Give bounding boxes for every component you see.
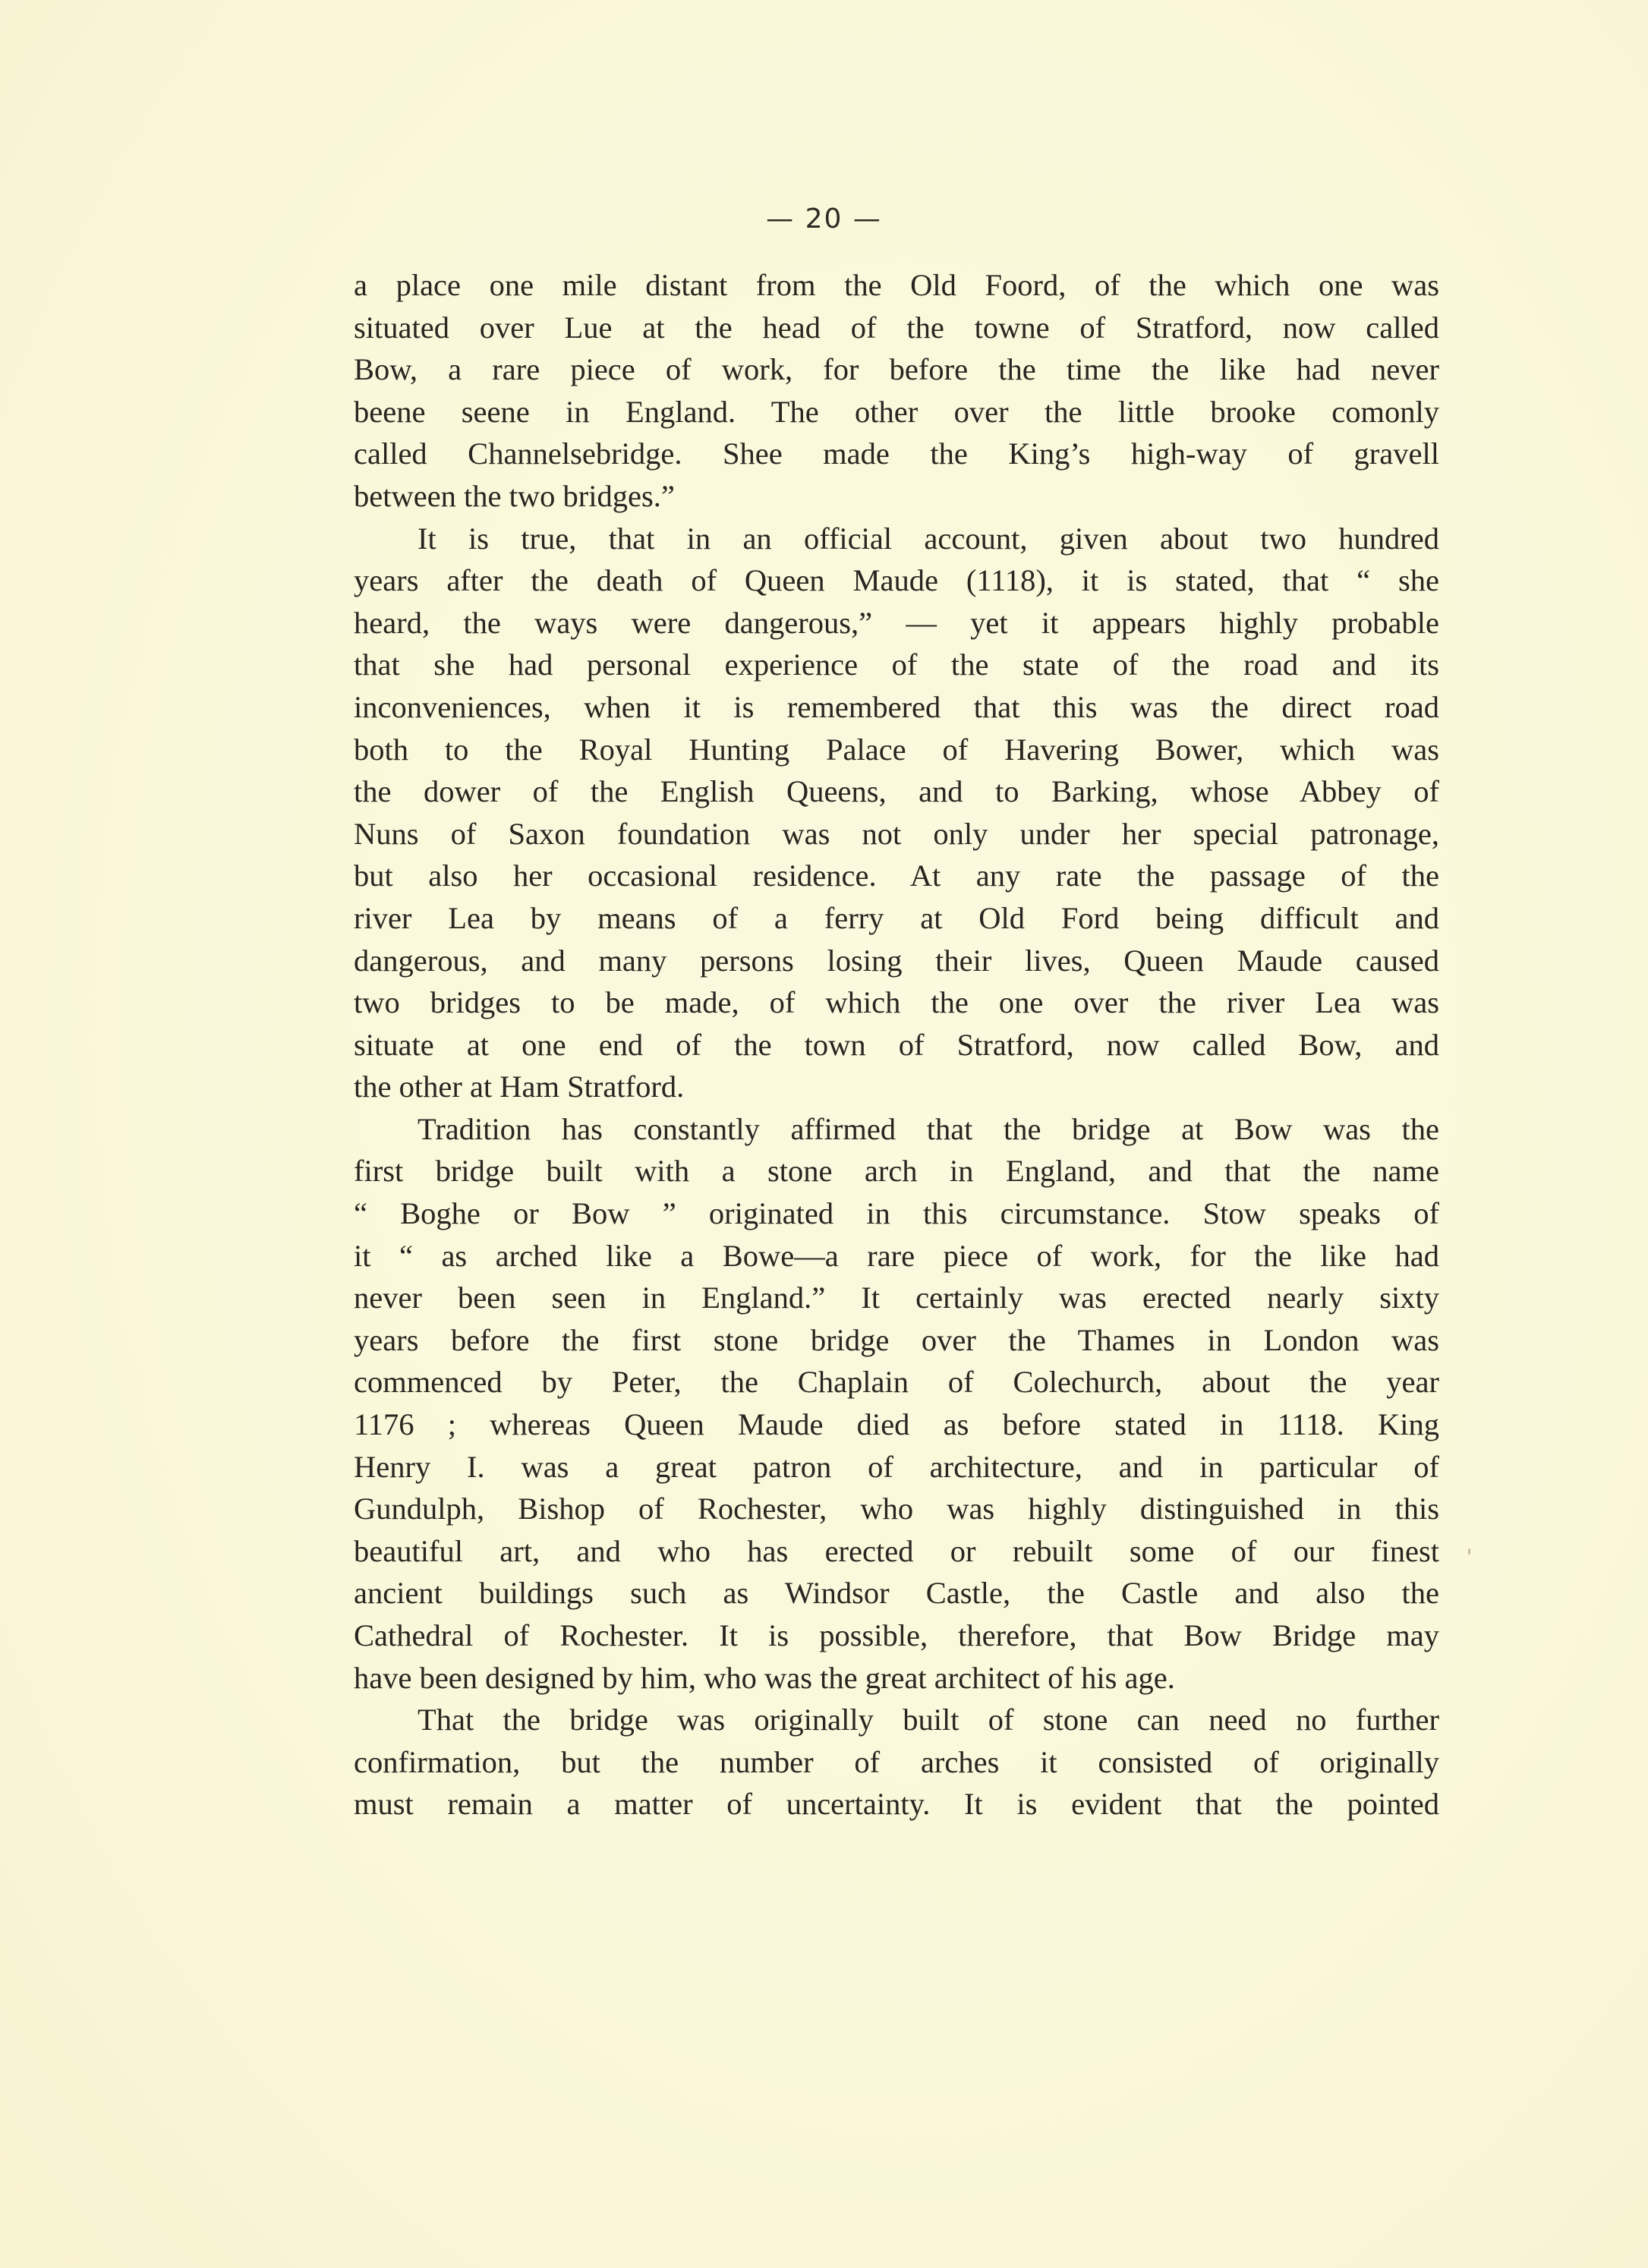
text-line: never been seen in England.” It certainly was erected nearly sixty bbox=[354, 1280, 1439, 1315]
text-line: two bridges to be made, of which the one over the river Lea was bbox=[354, 985, 1439, 1020]
text-line: heard, the ways were dangerous,” — yet it appears highly probable bbox=[354, 605, 1439, 640]
text-line: confirmation, but the number of arches it consisted of originally bbox=[354, 1744, 1439, 1779]
text-line: between the two bridges.” bbox=[354, 478, 675, 513]
text-line: both to the Royal Hunting Palace of Havering Bower, which was bbox=[354, 732, 1439, 767]
text-line: ancient buildings such as Windsor Castle, the Castle and also the bbox=[354, 1576, 1439, 1611]
text-line: the dower of the English Queens, and to Barking, whose Abbey of bbox=[354, 774, 1439, 809]
paper-speck bbox=[1468, 1548, 1470, 1555]
text-line: years before the first stone bridge over the Thames in London was bbox=[354, 1322, 1439, 1357]
text-line: Tradition has constantly affirmed that the bridge at Bow was the bbox=[418, 1111, 1439, 1146]
text-line: Cathedral of Rochester. It is possible, therefore, that Bow Bridge may bbox=[354, 1618, 1439, 1652]
text-line: river Lea by means of a ferry at Old Ford being difficult and bbox=[354, 900, 1439, 935]
text-line: commenced by Peter, the Chaplain of Colechurch, about the year bbox=[354, 1365, 1439, 1400]
text-line: but also her occasional residence. At any rate the passage of the bbox=[354, 858, 1439, 893]
text-line: Henry I. was a great patron of architecture, and in particular of bbox=[354, 1449, 1439, 1484]
text-line: must remain a matter of uncertainty. It is evident that the pointed bbox=[354, 1787, 1439, 1822]
paragraph bbox=[354, 1699, 1439, 1825]
text-line: “ Boghe or Bow ” originated in this circumstance. Stow speaks of bbox=[354, 1196, 1439, 1231]
text-line: Nuns of Saxon foundation was not only under her special patronage, bbox=[354, 816, 1439, 851]
text-line: beene seene in England. The other over the little brooke comonly bbox=[354, 394, 1439, 429]
text-line: Gundulph, Bishop of Rochester, who was highly distinguished in this bbox=[354, 1492, 1439, 1526]
page-number: — 20 — bbox=[766, 203, 882, 235]
paragraph bbox=[354, 1108, 1439, 1699]
text-line: It is true, that in an official account, given about two hundred bbox=[418, 521, 1439, 556]
body-text bbox=[354, 264, 1439, 1825]
text-line: the other at Ham Stratford. bbox=[354, 1069, 685, 1104]
text-line: have been designed by him, who was the great architect of his age. bbox=[354, 1660, 1175, 1695]
text-line: it “ as arched like a Bowe—a rare piece of work, for the like had bbox=[354, 1238, 1439, 1273]
text-line: situated over Lue at the head of the towne of Stratford, now called bbox=[354, 310, 1439, 345]
text-line: a place one mile distant from the Old Foord, of the which one was bbox=[354, 268, 1439, 302]
text-line: situate at one end of the town of Stratford, now called Bow, and bbox=[354, 1027, 1439, 1062]
text-line: Bow, a rare piece of work, for before the time the like had never bbox=[354, 352, 1439, 387]
text-line: inconveniences, when it is remembered that this was the direct road bbox=[354, 689, 1439, 724]
text-line: 1176 ; whereas Queen Maude died as before stated in 1118. King bbox=[354, 1407, 1439, 1442]
text-line: called Channelsebridge. Shee made the King’s high-way of gravell bbox=[354, 436, 1439, 471]
paragraph bbox=[354, 264, 1439, 518]
text-line: That the bridge was originally built of stone can need no further bbox=[418, 1703, 1439, 1737]
text-line: years after the death of Queen Maude (1118), it is stated, that “ she bbox=[354, 563, 1439, 598]
text-line: that she had personal experience of the state of the road and its bbox=[354, 647, 1439, 682]
paragraph bbox=[354, 518, 1439, 1108]
text-line: dangerous, and many persons losing their lives, Queen Maude caused bbox=[354, 943, 1439, 978]
text-line: beautiful art, and who has erected or rebuilt some of our finest bbox=[354, 1533, 1439, 1568]
text-line: first bridge built with a stone arch in England, and that the name bbox=[354, 1154, 1439, 1189]
